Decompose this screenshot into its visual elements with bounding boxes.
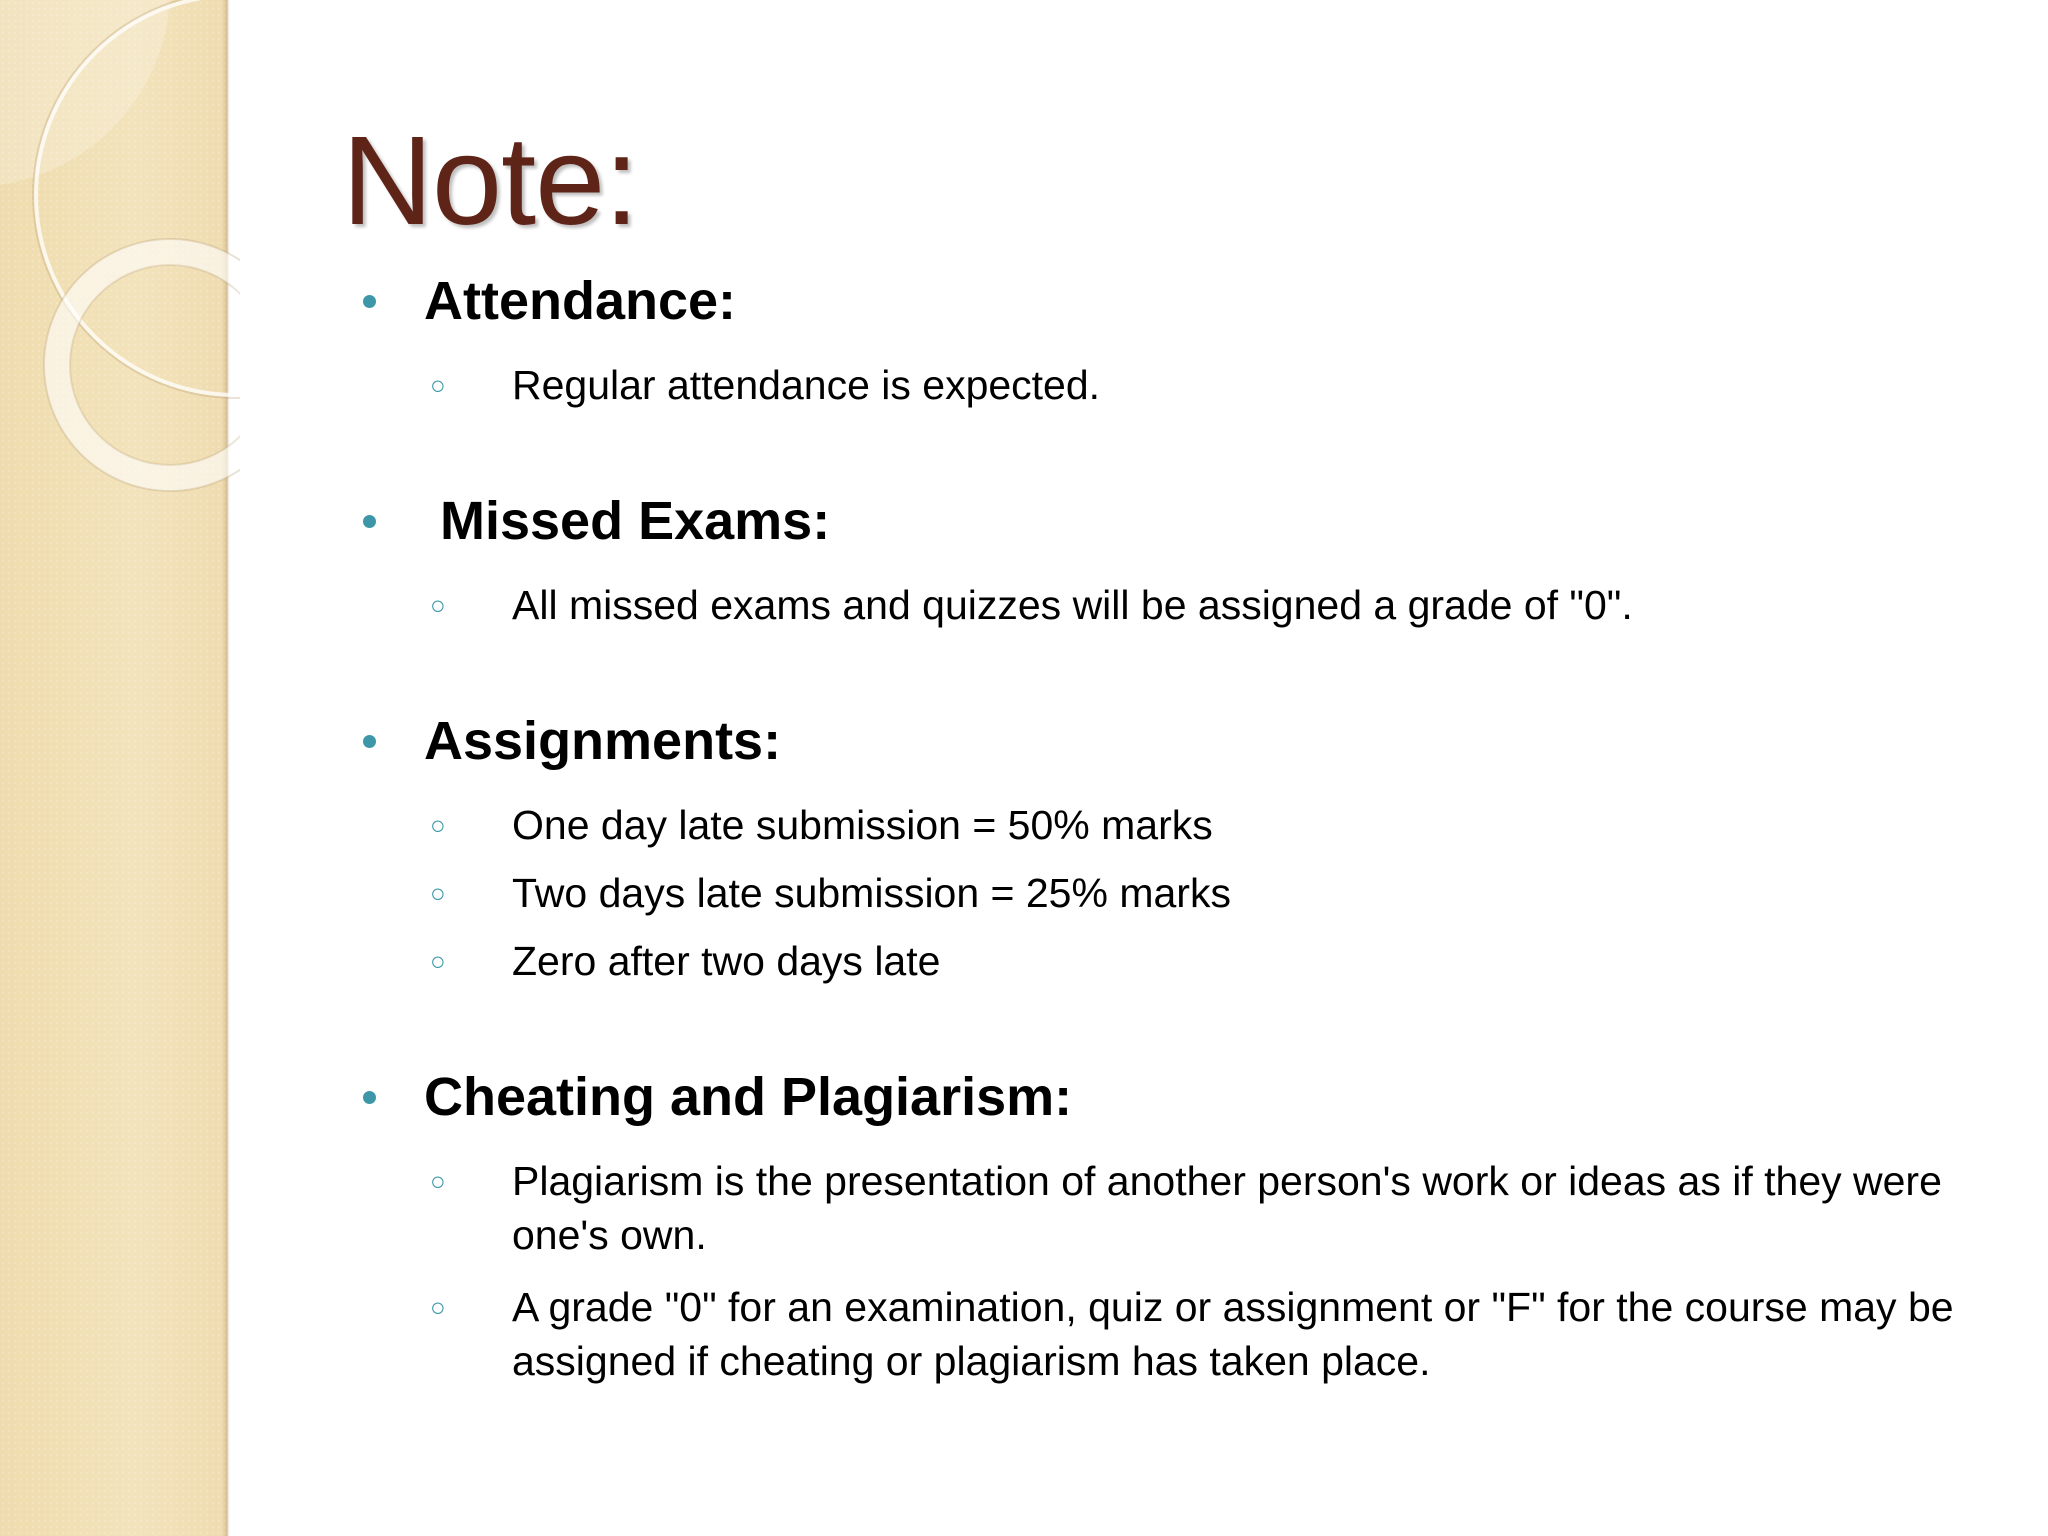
section-heading: Attendance: [424,271,737,331]
sub-list [356,798,1986,988]
list-item-text: All missed exams and quizzes will be assigned a grade of "0". [512,582,1633,628]
sub-list [356,578,1986,632]
slide-content [356,262,1986,1458]
list-item-text: One day late submission = 50% marks [512,802,1213,848]
sub-bullet-icon: ○ [430,878,446,908]
list-item-text: Regular attendance is expected. [512,362,1101,408]
section-cheating-plagiarism [356,1058,1986,1388]
list-item [356,358,1986,412]
list-item-text: Plagiarism is the presentation of another person's work or ideas as if they were one's own. [512,1158,1942,1258]
small-ring-outer-edge [44,239,240,491]
heading-row [356,702,1986,780]
small-ring [57,252,240,478]
section-missed-exams [356,482,1986,632]
section-attendance [356,262,1986,412]
list-item [356,1154,1986,1262]
sub-bullet-icon: ○ [430,810,446,840]
list-item [356,578,1986,632]
sub-list [356,358,1986,412]
list-item [356,1280,1986,1388]
bullet-icon [363,515,376,528]
list-item-text: Two days late submission = 25% marks [512,870,1231,916]
list-item [356,934,1986,988]
section-assignments [356,702,1986,988]
sub-bullet-icon: ○ [430,590,446,620]
slide-title: Note: [342,110,639,251]
section-heading: Assignments: [424,711,782,771]
list-item-text: Zero after two days late [512,938,941,984]
sub-bullet-icon: ○ [430,1166,446,1196]
heading-row [356,262,1986,340]
heading-row [356,482,1986,560]
light-wedge [0,0,170,185]
heading-row [356,1058,1986,1136]
list-item-text: A grade "0" for an examination, quiz or assignment or "F" for the course may be assigned if cheating or plagiarism has taken place. [512,1284,1954,1384]
sub-list [356,1154,1986,1388]
section-heading: Missed Exams: [440,491,831,551]
list-item [356,866,1986,920]
sub-bullet-icon: ○ [430,946,446,976]
list-item [356,798,1986,852]
sub-bullet-icon: ○ [430,370,446,400]
bullet-icon [363,295,376,308]
bullet-icon [363,1091,376,1104]
bullet-icon [363,735,376,748]
section-heading: Cheating and Plagiarism: [424,1067,1073,1127]
sub-bullet-icon: ○ [430,1292,446,1322]
decorative-rings [0,0,240,520]
